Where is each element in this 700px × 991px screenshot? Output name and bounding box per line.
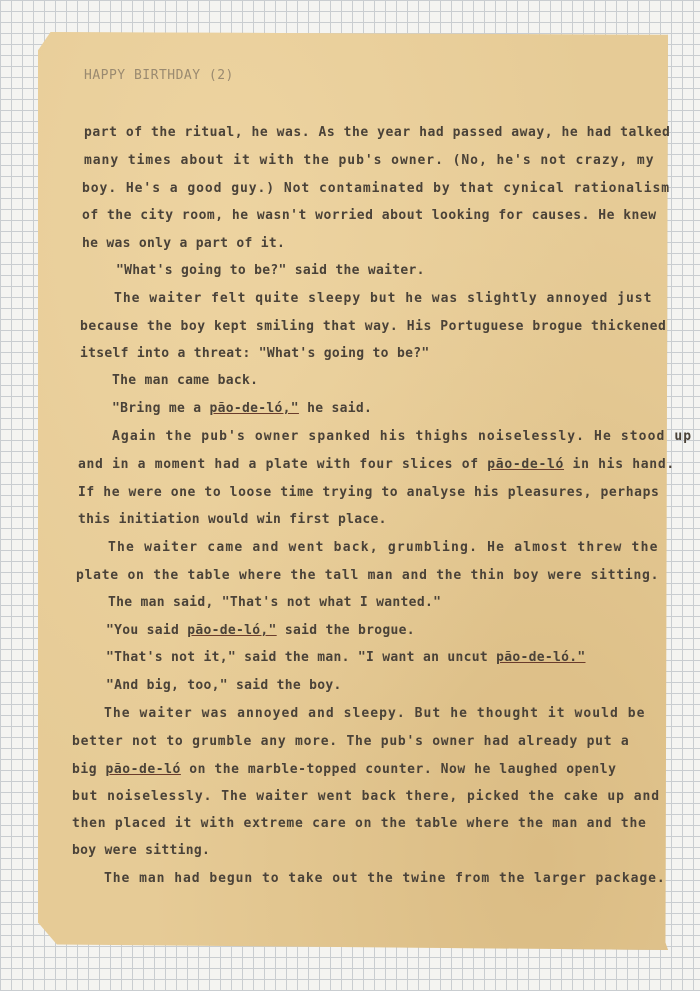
text-line: because the boy kept smiling that way. His Portuguese brogue thickened	[80, 319, 667, 334]
text-line: part of the ritual, he was. As the year had passed away, he had talked	[84, 125, 671, 140]
text-line: this initiation would win first place.	[78, 512, 387, 527]
text-line: The waiter came and went back, grumbling. He almost threw the	[108, 540, 659, 555]
underlined-term: pão-de-ló."	[496, 650, 586, 665]
page-heading: HAPPY BIRTHDAY (2)	[84, 68, 234, 83]
text-line: The waiter felt quite sleepy but he was slightly annoyed just	[114, 291, 653, 306]
text-line: of the city room, he wasn't worried about looking for causes. He knew	[82, 208, 657, 223]
line-text-post: said the brogue.	[276, 623, 415, 638]
text-line: If he were one to loose time trying to analyse his pleasures, perhaps	[78, 485, 660, 500]
line-text-post: on the marble-topped counter. Now he laughed openly	[180, 762, 617, 777]
text-line: better not to grumble any more. The pub's owner had already put a	[72, 734, 630, 749]
text-line: plate on the table where the tall man and the thin boy were sitting.	[76, 568, 660, 583]
line-text-pre: and in a moment had a plate with four slices of	[78, 457, 488, 472]
text-line: The waiter was annoyed and sleepy. But he thought it would be	[104, 706, 646, 721]
line-text-pre: "You said	[106, 623, 188, 638]
text-line: then placed it with extreme care on the table where the man and the	[72, 816, 647, 831]
text-line: itself into a threat: "What's going to be?"	[80, 346, 430, 361]
text-line: many times about it with the pub's owner. (No, he's not crazy, my	[84, 153, 655, 168]
text-line: boy. He's a good guy.) Not contaminated by that cynical rationalism	[82, 181, 671, 196]
text-line: The man said, "That's not what I wanted."	[108, 595, 442, 610]
line-text-pre: big	[72, 762, 106, 777]
text-line: "What's going to be?" said the waiter.	[116, 263, 425, 278]
text-line: The man had begun to take out the twine from the larger package.	[104, 871, 666, 886]
text-line	[112, 401, 372, 416]
text-line	[106, 650, 586, 665]
line-text-pre: "That's not it," said the man. "I want an uncut	[106, 650, 497, 665]
line-text-post: he said.	[298, 401, 373, 416]
text-line: but noiselessly. The waiter went back there, picked the cake up and	[72, 789, 661, 804]
text-line: boy were sitting.	[72, 843, 211, 858]
underlined-term: pão-de-ló,"	[187, 623, 277, 638]
text-line: Again the pub's owner spanked his thighs noiselessly. He stood up	[112, 429, 693, 444]
line-text-pre: "Bring me a	[112, 401, 210, 416]
text-line	[78, 457, 675, 472]
text-line	[106, 623, 415, 638]
underlined-term: pão-de-ló	[105, 762, 181, 777]
underlined-term: pão-de-ló	[487, 457, 565, 472]
underlined-term: pão-de-ló,"	[209, 401, 299, 416]
text-line: The man came back.	[112, 373, 259, 388]
text-line: "And big, too," said the boy.	[106, 678, 342, 693]
text-line	[72, 762, 617, 777]
line-text-post: in his hand.	[564, 457, 675, 472]
text-line: he was only a part of it.	[82, 236, 286, 251]
